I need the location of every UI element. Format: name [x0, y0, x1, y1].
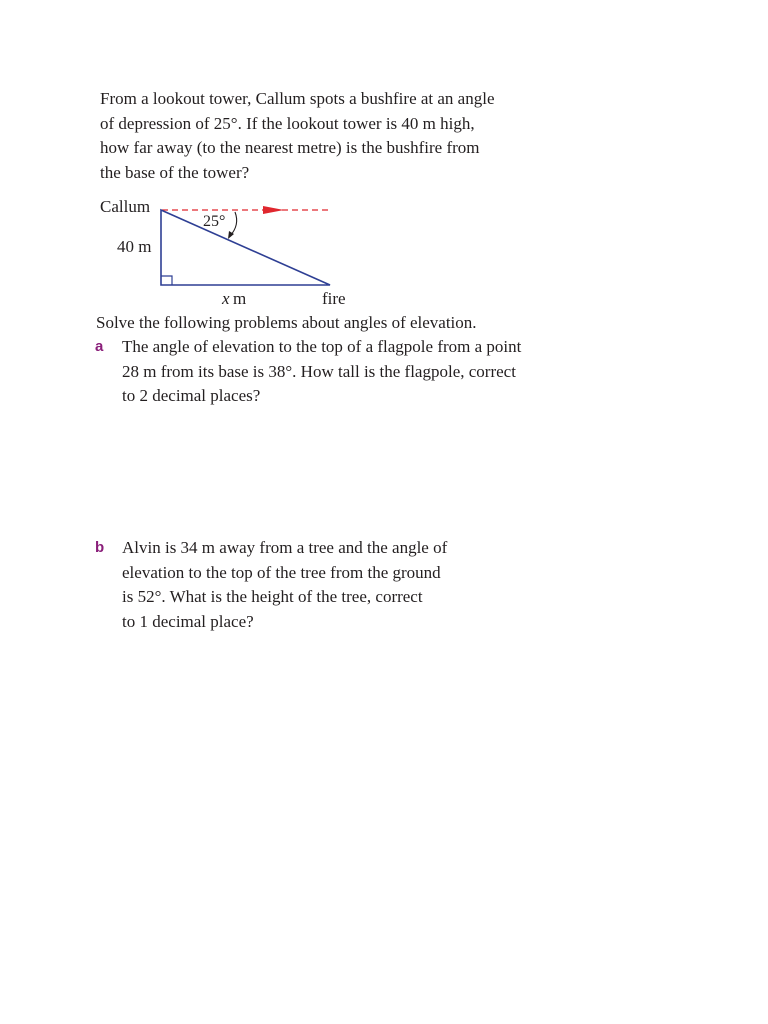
right-angle-marker: [161, 276, 172, 285]
observer-label: Callum: [100, 197, 151, 216]
question-line: to 1 decimal place?: [122, 611, 254, 631]
right-triangle: [161, 210, 330, 285]
fire-label: fire: [322, 289, 346, 308]
question-line: 28 m from its base is 38°. How tall is the flagpole, correct: [122, 361, 516, 381]
problem-line: From a lookout tower, Callum spots a bushfire at an angle: [100, 89, 495, 108]
tower-height-label: 40 m: [117, 237, 152, 256]
question-letter: a: [95, 338, 104, 355]
problem-line: of depression of 25°. If the lookout tower is 40 m high,: [100, 113, 475, 133]
angle-of-depression-diagram: [95, 193, 355, 313]
question-line: Alvin is 34 m away from a tree and the angle of: [122, 538, 448, 557]
problem-line: how far away (to the nearest metre) is the bushfire from: [100, 138, 480, 158]
base-variable: x: [222, 289, 230, 308]
question-line: to 2 decimal places?: [122, 386, 261, 406]
base-distance-label: [222, 289, 246, 309]
question-letter: b: [95, 539, 105, 556]
base-unit: m: [232, 289, 247, 308]
instruction-text: Solve the following problems about angles of elevation.: [96, 313, 477, 332]
question-b: [95, 536, 448, 634]
problem-text: [100, 87, 495, 185]
question-line: elevation to the top of the tree from the ground: [122, 562, 441, 582]
question-line: is 52°. What is the height of the tree, correct: [122, 587, 423, 607]
question-line: The angle of elevation to the top of a flagpole from a point: [122, 337, 522, 356]
question-a: [95, 335, 522, 409]
angle-label: 25°: [203, 213, 226, 230]
direction-arrowhead: [263, 206, 284, 214]
problem-line: the base of the tower?: [100, 162, 250, 182]
